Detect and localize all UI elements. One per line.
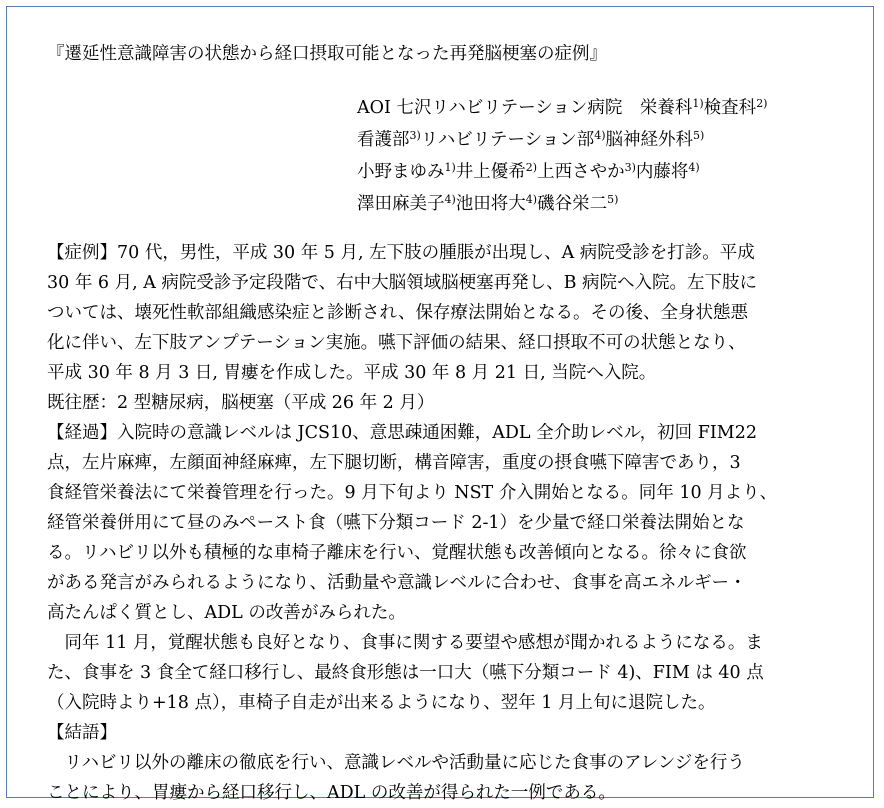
affiliation-text: リハビリテーション部 [420,130,595,150]
affiliation-marker: 4) [594,129,606,142]
body-line: 30 年 6 月, A 病院受診予定段階で、右中大脳領域脳梗塞再発し、B 病院へ入院。左下肢に [47,273,757,293]
affiliation-marker: 5) [693,129,705,142]
author-names-line-2 [357,188,767,220]
affiliation-marker: 3) [409,129,421,142]
body-line: 経管栄養併用にて昼のみペースト食（嚥下分類コード 2-1）を少量で経口栄養法開始とな [47,513,745,533]
body-line: 【経過】入院時の意識レベルは JCS10、意思疎通困難，ADL 全介助レベル，初回 FIM22 [47,423,757,443]
body-line: ことにより、胃瘻から経口移行し、ADL の改善が得られた一例である。 [47,783,616,803]
body-line: （入院時より+18 点），車椅子自走が出来るようになり、翌年 1 月上旬に退院した。 [47,693,716,713]
affiliation-marker: 3) [624,161,636,174]
body-line: 食経管栄養法にて栄養管理を行った。9 月下旬より NST 介入開始となる。同年 10 月より、 [47,483,778,503]
affiliation-marker: 2) [756,97,768,110]
conclusion-heading: 【結語】 [47,723,117,743]
author-name: 井上優希 [455,162,526,182]
affiliation-marker: 4) [688,161,700,174]
affiliation-marker: 5) [607,193,619,206]
affiliation-marker: 2) [525,161,538,174]
author-name: 小野まゆみ [357,162,445,182]
author-name: 澤田麻美子 [357,194,445,214]
author-name: 上西さやか [537,162,625,182]
affiliation-text: 看護部 [357,130,410,150]
affiliation-line-1 [357,92,767,124]
body-line: リハビリ以外の離床の徹底を行い、意識レベルや活動量に応じた食事のアレンジを行う [64,753,745,773]
body-line: 平成 30 年 8 月 3 日, 胃瘻を作成した。平成 30 年 8 月 21 日, 当院へ入院。 [47,363,657,383]
affiliation-text: 検査科 [703,98,757,118]
author-block [357,92,767,220]
abstract-body [47,238,847,808]
affiliation-text: AOI 七沢リハビリテーション病院 栄養科 [357,98,693,118]
author-name: 内藤将 [635,162,689,182]
author-name: 磯谷栄二 [537,194,608,214]
affiliation-marker: 1) [692,97,704,110]
body-line: ついては、壊死性軟部組織感染症と診断され、保存療法開始となる。その後、全身状態悪 [47,303,749,323]
body-line: 【症例】70 代，男性，平成 30 年 5 月, 左下肢の腫脹が出現し、A 病院受診を打診。平成 [47,243,755,263]
affiliation-marker: 4) [444,193,456,206]
body-line: がある発言がみられるようになり、活動量や意識レベルに合わせ、食事を高エネルギー・ [47,573,747,593]
body-line: 点，左片麻痺，左顔面神経麻痺，左下腿切断，構音障害，重度の摂食嚥下障害であり，3 [47,453,741,473]
affiliation-text: 脳神経外科 [605,130,694,150]
author-name: 池田将大 [455,194,526,214]
body-line: 同年 11 月，覚醒状態も良好となり、食事に関する要望や感想が聞かれるようになる。ま [64,633,763,653]
body-line: 高たんぱく質とし、ADL の改善がみられた。 [47,603,406,623]
author-names-line-1 [357,156,767,188]
affiliation-marker: 4) [525,193,538,206]
abstract-title: 『遷延性意識障害の状態から経口摂取可能となった再発脳梗塞の症例』 [47,44,607,64]
body-line: る。リハビリ以外も積極的な車椅子離床を行い、覚醒状態も改善傾向となる。徐々に食欲 [47,543,747,563]
body-line: た、食事を 3 食全て経口移行し、最終食形態は一口大（嚥下分類コード 4)、FIM は 40 点 [47,663,764,683]
body-line: 既往歴：2 型糖尿病，脳梗塞（平成 26 年 2 月） [47,393,435,413]
affiliation-marker: 1) [444,161,456,174]
body-line: 化に伴い、左下肢アンプテーション実施。嚥下評価の結果、経口摂取不可の状態となり、 [47,333,746,353]
affiliation-line-2 [357,124,767,156]
